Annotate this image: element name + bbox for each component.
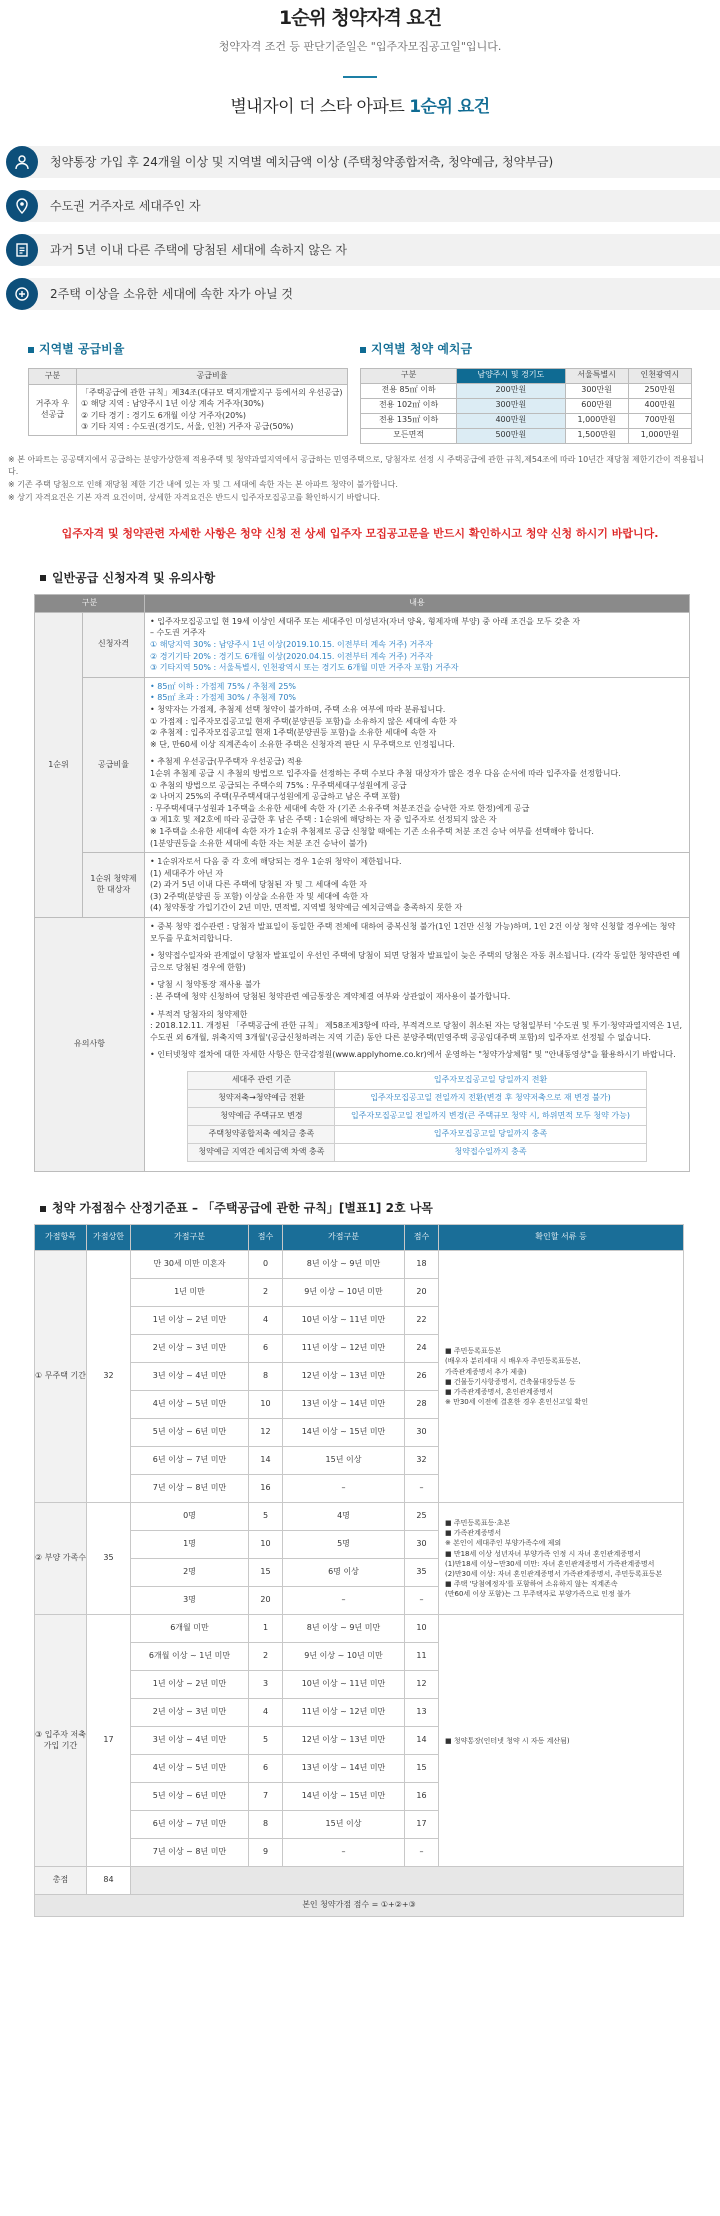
score-cell: – [405, 1587, 439, 1615]
score-cell: 9 [249, 1839, 283, 1867]
score-cell: 26 [405, 1363, 439, 1391]
score-cell: 8 [249, 1811, 283, 1839]
requirement-text: 청약통장 가입 후 24개월 이상 및 지역별 예치금액 이상 (주택청약종합저축, 청약예금, 청약부금) [22, 146, 720, 178]
page-title: 1순위 청약자격 요건 [278, 7, 442, 29]
regional-supply-title: 지역별 공급비율 [39, 342, 125, 357]
score-cell: 4년 이상 ~ 5년 미만 [131, 1755, 249, 1783]
score-row [35, 1503, 684, 1531]
notes: ※ 본 아파트는 공공택지에서 공급하는 분양가상한제 적용주택 및 청약과열지역에서 공급하는 민영주택으로, 당첨자로 선정 시 주택공급에 관한 규칙,제54조에 따라 10년간 재당첨 제한기간이 적용됩니다. ※ 기존 주택 당첨으로 인해 재당첨 제한 기간 내에 있는 자 및 그 세대에 속한 자는 본 아파트 청약이 불가합니다. ※ 상기 자격요건은 기본 자격 요건이며, 상세한 자격요건은 반드시 입주자모집공고를 확인하시기 바랍니다. [8, 454, 705, 502]
score-cell: 2명 [131, 1559, 249, 1587]
score-cell: 10년 이상 ~ 11년 미만 [283, 1671, 405, 1699]
score-cell: 2 [249, 1643, 283, 1671]
score-cell: 10 [405, 1615, 439, 1643]
score-cell: 13년 이상 ~ 14년 미만 [283, 1391, 405, 1419]
score-cell: 14 [405, 1727, 439, 1755]
score-category: ② 부양 가족수 [35, 1503, 87, 1615]
score-row [35, 1615, 684, 1643]
score-cell: 25 [405, 1503, 439, 1531]
score-cell: 35 [405, 1559, 439, 1587]
score-cell: 13년 이상 ~ 14년 미만 [283, 1755, 405, 1783]
score-cell: 18 [405, 1251, 439, 1279]
score-cell: 9년 이상 ~ 10년 미만 [283, 1279, 405, 1307]
score-cell: 15년 이상 [283, 1447, 405, 1475]
requirement-text: 수도권 거주자로 세대주인 자 [22, 190, 720, 222]
score-cell: 28 [405, 1391, 439, 1419]
score-cell: 1년 이상 ~ 2년 미만 [131, 1671, 249, 1699]
score-cell: 2년 이상 ~ 3년 미만 [131, 1699, 249, 1727]
score-cell: 16 [405, 1783, 439, 1811]
score-cell: 7년 이상 ~ 8년 미만 [131, 1839, 249, 1867]
general-table: 구분 내용 1순위 신청자격 • 입주자모집공고일 현 19세 이상인 세대주 또는 세대주인 미성년자(자녀 양육, 형제자매 부양) 중 아래 조건을 모두 갖춘 자 – 수도권 거주자 ① 해당지역 30% : 남양주시 1년 이상(2019.10.15. 이전부터 계속 거주) 거주자 ② 경기기타 20% : 경기도 6개월 이상(2020.04.15. 이전부터 계속 거주) 거주자 ③ 기타지역 50% : 서울특별시, 인천광역시 또는 경기도 6개월 미만 거주자 포함) 거주자 공급비율 • 85㎡ 이하 : 가점제 75% / 추첨제 25% • 85㎡ 초과 : 가점제 30% / 추첨제 70% • 청약자는 가점제, 추첨제 선택 청약이 불가하며, 주택 소유 여부에 따라 분류됩니다. ① 가점제 : 입주자모집공고일 현재 주택(분양권등 포함)을 소유하지 않은 세대에 속한 자 ② 추첨제 : 입주자모집공고일 현재 1주택(분양권등 포함)을 소유한 세대에 속한 자 ※ 단, 만60세 이상 직계존속이 소유한 주택은 신청자격 판단 시 무주택으로 인정됩니다. • 추첨제 우선공급(무주택자 우선공급) 적용 1순위 추첨제 공급 시 추첨의 방법으로 입주자를 선정하는 주택 수보다 추첨 대상자가 많은 경우 다음 순서에 따라 입주자를 선정합니다. ① 추첨의 방법으로 공급되는 주택수의 75% : 무주택세대구성원에게 공급 ② 나머지 25%의 주택(무주택세대구성원에게 공급하고 남은 주택 포함) : 무주택세대구성원과 1주택을 소유한 세대에 속한 자 (기존 소유주택 처분조건을 승낙한 자로 한정)에게 공급 ③ 제1호 및 제2호에 따라 공급한 후 남은 주택 : 1순위에 해당하는 자 중 입주자로 선정되지 않은 자 ※ 1주택을 소유한 세대에 속한 자가 1순위 추첨제로 공급 신청할 때에는 기존 소유주택 처분 조건 승낙 여부를 선택해야 합니다. (1분양권등을 소유한 세대에 속한 자는 처분 조건 승낙이 불가) 1순위 청약제한 대상자 • 1순위자로서 다음 중 각 호에 해당되는 경우 1순위 청약이 제한됩니다. (1) 세대주가 아닌 자 (2) 과거 5년 이내 다른 주택에 당첨된 자 및 그 세대에 속한 자 (3) 2주택(분양권 등 포함) 이상을 소유한 자 및 세대에 속한 자 (4) 청약통장 가입기간이 2년 미만, 면적별, 지역별 청약예금 예치금액을 충족하지 못한 자 유의사항 • 중복 청약 접수관련 : 당첨자 발표일이 동일한 주택 전체에 대하여 중복신청 불가(1인 1건만 신청 가능)하며, 1인 2건 이상 청약 신청할 경우에는 청약 모두를 무효처리합니다. • 청약접수일자와 관계없이 당첨자 발표일이 우선인 주택에 당첨이 되면 당첨자 발표일이 늦은 주택의 당첨은 자동 취소됩니다. (각각 동일한 청약관련 예금으로 당첨된 경우에 한함) • 당첨 시 청약통장 재사용 불가 : 본 주택에 청약 신청하여 당첨된 청약관련 예금통장은 계약체결 여부와 상관없이 재사용이 불가합니다. • 부적격 당첨자의 청약제한 : 2018.12.11. 개정된 「주택공급에 관한 규칙」 제58조제3항에 따라, 부적격으로 당첨이 취소된 자는 당첨일부터 '수도권 및 투기·청약과열지역은 1년, 수도권 외 6개월, 위축지역 3개월'(공급신청하려는 지역 기준) 동안 다른 분양주택(민영주택 공공임대주택 포함)의 입주자로 선정될 수 없습니다. • 인터넷청약 절차에 대한 자세한 사항은 한국감정원(www.applyhome.co.kr)에서 운영하는 "청약가상체험" 및 "안내동영상"을 활용하시기 바랍니다. 세대주 관련 기준 입주자모집공고일 당일까지 전환 청약저축→청약예금 전환 입주자모집공고일 전일까지 전환(변경 후 청약저축으로 재 변경 불가) 청약예금 주택규모 변경 입주자모집공고일 전일까지 변경(큰 주택규모 청약 시, 하위면적 모두 청약 가능) 주택청약종합저축 예치금 충족 입주자모집공고일 당일까지 충족 청약예금 지역간 예치금액 차액 충족 청약접수일까지 충족 [34, 594, 690, 1172]
score-cell: 0명 [131, 1503, 249, 1531]
score-cell: 2년 이상 ~ 3년 미만 [131, 1335, 249, 1363]
score-cell: 11 [405, 1643, 439, 1671]
score-cell: 13 [405, 1699, 439, 1727]
score-max: 32 [87, 1251, 131, 1503]
regional-supply-table: 구분 공급비율 거주자 우선공급 「주택공급에 관한 규칙」제34조(대규모 택지개발지구 등에서의 우선공급) ① 해당 지역 : 남양주시 1년 이상 계속 거주자(30%) ② 기타 경기 : 경기도 6개월 이상 거주자(20%) ③ 기타 지역 : 수도권(경기도, 서울, 인천) 거주자 공급(50%) [28, 368, 348, 436]
score-cell: 12년 이상 ~ 13년 미만 [283, 1727, 405, 1755]
score-cell: 3명 [131, 1587, 249, 1615]
score-cell: 4 [249, 1307, 283, 1335]
score-cell: 6년 이상 ~ 7년 미만 [131, 1811, 249, 1839]
section-title: 별내자이 더 스타 아파트 1순위 요건 [230, 97, 490, 118]
requirement-item [0, 229, 720, 271]
score-cell: 32 [405, 1447, 439, 1475]
score-cell: 2 [249, 1279, 283, 1307]
score-cell: 10 [249, 1531, 283, 1559]
score-cell: 1년 이상 ~ 2년 미만 [131, 1307, 249, 1335]
score-max: 17 [87, 1615, 131, 1867]
score-cell: 9년 이상 ~ 10년 미만 [283, 1643, 405, 1671]
score-cell: 20 [249, 1587, 283, 1615]
score-cell: 15 [249, 1559, 283, 1587]
score-cell: 5 [249, 1727, 283, 1755]
score-formula: 본인 청약가점 점수 = ①+②+③ [35, 1895, 684, 1917]
score-docs: ■ 청약통장(인터넷 청약 시 자동 계산됨) [439, 1615, 684, 1867]
requirement-item [0, 273, 720, 315]
score-cell: 3년 이상 ~ 4년 미만 [131, 1363, 249, 1391]
score-cell: 8년 이상 ~ 9년 미만 [283, 1251, 405, 1279]
score-cell: 30 [405, 1419, 439, 1447]
score-cell: 12 [405, 1671, 439, 1699]
score-cell: – [283, 1587, 405, 1615]
score-docs: ■ 주민등록표등·초본 ■ 가족관계증명서 ※ 본인이 세대주인 부양가족수에 제외 ■ 만18세 이상 성년자녀 부양가족 인정 시 자녀 혼인관계증명서 (1)만18세 이상~만30세 미만: 자녀 혼인관계증명서 가족관계증명서 (2)만30세 이상: 자녀 혼인관계증명서 가족관계증명서, 주민등록표등본 ■ 주택 '당첨예정자'를 포함하여 소유하지 않는 직계존속 (만60세 이상 포함)는 그 무주택자로 부양가족으로 인정 불가 [439, 1503, 684, 1615]
regional-supply-section [28, 341, 348, 443]
score-cell: 4 [249, 1699, 283, 1727]
warning-text: 입주자격 및 청약관련 자세한 사항은 청약 신청 전 상세 입주자 모집공고문을 반드시 확인하시고 청약 신청 하시기 바랍니다. [61, 526, 659, 540]
score-cell: 1 [249, 1615, 283, 1643]
score-cell: 16 [249, 1475, 283, 1503]
score-cell: 14년 이상 ~ 15년 미만 [283, 1419, 405, 1447]
score-cell: 15년 이상 [283, 1811, 405, 1839]
score-cell: 1년 미만 [131, 1279, 249, 1307]
score-docs: ■ 주민등록표등본 (배우자 분리세대 시 배우자 주민등록표등본, 가족관계증명서 추가 제출) ■ 건물등기사항증명서, 건축물대장등본 등 ■ 가족관계증명서, 혼인관계증명서 ※ 만30세 이전에 결혼한 경우 혼인신고일 확인 [439, 1251, 684, 1503]
requirement-text: 2주택 이상을 소유한 세대에 속한 자가 아닐 것 [22, 278, 720, 310]
score-cell: 6 [249, 1335, 283, 1363]
deposit-section [360, 341, 692, 443]
score-category: ① 무주택 기간 [35, 1251, 87, 1503]
score-cell: 0 [249, 1251, 283, 1279]
score-cell: 4년 이상 ~ 5년 미만 [131, 1391, 249, 1419]
notice-inner-table: 세대주 관련 기준 입주자모집공고일 당일까지 전환 청약저축→청약예금 전환 입주자모집공고일 전일까지 전환(변경 후 청약저축으로 재 변경 불가) 청약예금 주택규모 변경 입주자모집공고일 전일까지 변경(큰 주택규모 청약 시, 하위면적 모두 청약 가능) 주택청약종합저축 예치금 충족 입주자모집공고일 당일까지 충족 청약예금 지역간 예치금액 차액 충족 청약접수일까지 충족 [187, 1071, 646, 1162]
score-cell: – [405, 1475, 439, 1503]
score-cell: 5년 이상 ~ 6년 미만 [131, 1783, 249, 1811]
score-cell: 14년 이상 ~ 15년 미만 [283, 1783, 405, 1811]
score-cell: 5명 [283, 1531, 405, 1559]
score-cell: 6년 이상 ~ 7년 미만 [131, 1447, 249, 1475]
score-cell: – [283, 1475, 405, 1503]
score-cell: 14 [249, 1447, 283, 1475]
score-cell: 7년 이상 ~ 8년 미만 [131, 1475, 249, 1503]
score-cell: 12년 이상 ~ 13년 미만 [283, 1363, 405, 1391]
score-cell: 11년 이상 ~ 12년 미만 [283, 1335, 405, 1363]
divider [343, 76, 377, 78]
score-cell: 10년 이상 ~ 11년 미만 [283, 1307, 405, 1335]
requirement-text: 과거 5년 이내 다른 주택에 당첨된 세대에 속하지 않은 자 [22, 234, 720, 266]
score-category: ③ 입주자 저축 가입 기간 [35, 1615, 87, 1867]
score-cell: 1명 [131, 1531, 249, 1559]
requirement-item [0, 141, 720, 183]
score-cell: 5년 이상 ~ 6년 미만 [131, 1419, 249, 1447]
score-cell: 11년 이상 ~ 12년 미만 [283, 1699, 405, 1727]
score-cell: 15 [405, 1755, 439, 1783]
score-cell: 4명 [283, 1503, 405, 1531]
score-table: 가점항목 가점상한 가점구분 점수 가점구분 점수 확인할 서류 등 ① 무주택 기간 32 만 30세 미만 미혼자 0 8년 이상 ~ 9년 미만 18 ■ 주민등록표등본 (배우자 분리세대 시 배우자 주민등록표등본, 가족관계증명서 추가 제출) ■ 건물등기사항증명서, 건축물대장등본 등 ■ 가족관계증명서, 혼인관계증명서 ※ 만30세 이전에 결혼한 경우 혼인신고일 확인 1년 미만 2 9년 이상 ~ 10년 미만 20 1년 이상 ~ 2년 미만 4 10년 이상 ~ 11년 미만 22 2년 이상 ~ 3년 미만 6 11년 이상 ~ 12년 미만 24 3년 이상 ~ 4년 미만 8 12년 이상 ~ 13년 미만 26 4년 이상 ~ 5년 미만 10 13년 이상 ~ 14년 미만 28 5년 이상 ~ 6년 미만 12 14년 이상 ~ 15년 미만 30 6년 이상 ~ 7년 미만 14 15년 이상 32 7년 이상 ~ 8년 미만 16 – – ② 부양 가족수 35 0명 5 4명 25 ■ 주민등록표등·초본 ■ 가족관계증명서 ※ 본인이 세대주인 부양가족수에 제외 ■ 만18세 이상 성년자녀 부양가족 인정 시 자녀 혼인관계증명서 (1)만18세 이상~만30세 미만: 자녀 혼인관계증명서 가족관계증명서 (2)만30세 이상: 자녀 혼인관계증명서 가족관계증명서, 주민등록표등본 ■ 주택 '당첨예정자'를 포함하여 소유하지 않는 직계존속 (만60세 이상 포함)는 그 무주택자로 부양가족으로 인정 불가 1명 10 5명 30 2명 15 6명 이상 35 3명 20 – – ③ 입주자 저축 가입 기간 17 6개월 미만 1 8년 이상 ~ 9년 미만 10 ■ 청약통장(인터넷 청약 시 자동 계산됨) 6개월 이상 ~ 1년 미만 2 9년 이상 ~ 10년 미만 11 1년 이상 ~ 2년 미만 3 10년 이상 ~ 11년 미만 12 2년 이상 ~ 3년 미만 4 11년 이상 ~ 12년 미만 13 3년 이상 ~ 4년 미만 5 12년 이상 ~ 13년 미만 14 4년 이상 ~ 5년 미만 6 13년 이상 ~ 14년 미만 15 5년 이상 ~ 6년 미만 7 14년 이상 ~ 15년 미만 16 6년 이상 ~ 7년 미만 8 15년 이상 17 7년 이상 ~ 8년 미만 9 – – 총점 84 본인 청약가점 점수 = ①+②+③ [34, 1224, 684, 1917]
score-cell: 8년 이상 ~ 9년 미만 [283, 1615, 405, 1643]
general-title: 일반공급 신청자격 및 유의사항 [52, 570, 216, 585]
requirement-item [0, 185, 720, 227]
score-cell: 24 [405, 1335, 439, 1363]
score-cell: 5 [249, 1503, 283, 1531]
score-cell: 30 [405, 1531, 439, 1559]
score-cell: 만 30세 미만 미혼자 [131, 1251, 249, 1279]
score-cell: 6 [249, 1755, 283, 1783]
deposit-title: 지역별 청약 예치금 [371, 342, 473, 357]
deposit-table: 구분 남양주시 및 경기도 서울특별시 인천광역시 전용 85㎡ 이하 200만원 300만원 250만원 전용 102㎡ 이하 300만원 600만원 400만원 전용 135㎡ 이하 400만원 1,000만원 700만원 모든면적 500만원 1,500만원 1,000만원 [360, 368, 692, 444]
score-cell: 6개월 이상 ~ 1년 미만 [131, 1643, 249, 1671]
score-max: 35 [87, 1503, 131, 1615]
score-title: 청약 가점점수 산정기준표 – 「주택공급에 관한 규칙」[별표1] 2호 나목 [52, 1201, 433, 1216]
page-subtitle: 청약자격 조건 등 판단기준일은 "입주자모집공고일"입니다. [218, 39, 502, 53]
score-cell: – [405, 1839, 439, 1867]
score-cell: 6개월 미만 [131, 1615, 249, 1643]
score-cell: 7 [249, 1783, 283, 1811]
requirement-list [0, 141, 720, 315]
score-cell: 22 [405, 1307, 439, 1335]
score-cell: 10 [249, 1391, 283, 1419]
score-cell: 3 [249, 1671, 283, 1699]
score-cell: 17 [405, 1811, 439, 1839]
score-cell: 8 [249, 1363, 283, 1391]
score-cell: 12 [249, 1419, 283, 1447]
score-cell: 6명 이상 [283, 1559, 405, 1587]
score-cell: 3년 이상 ~ 4년 미만 [131, 1727, 249, 1755]
score-cell: – [283, 1839, 405, 1867]
score-cell: 20 [405, 1279, 439, 1307]
score-row [35, 1251, 684, 1279]
